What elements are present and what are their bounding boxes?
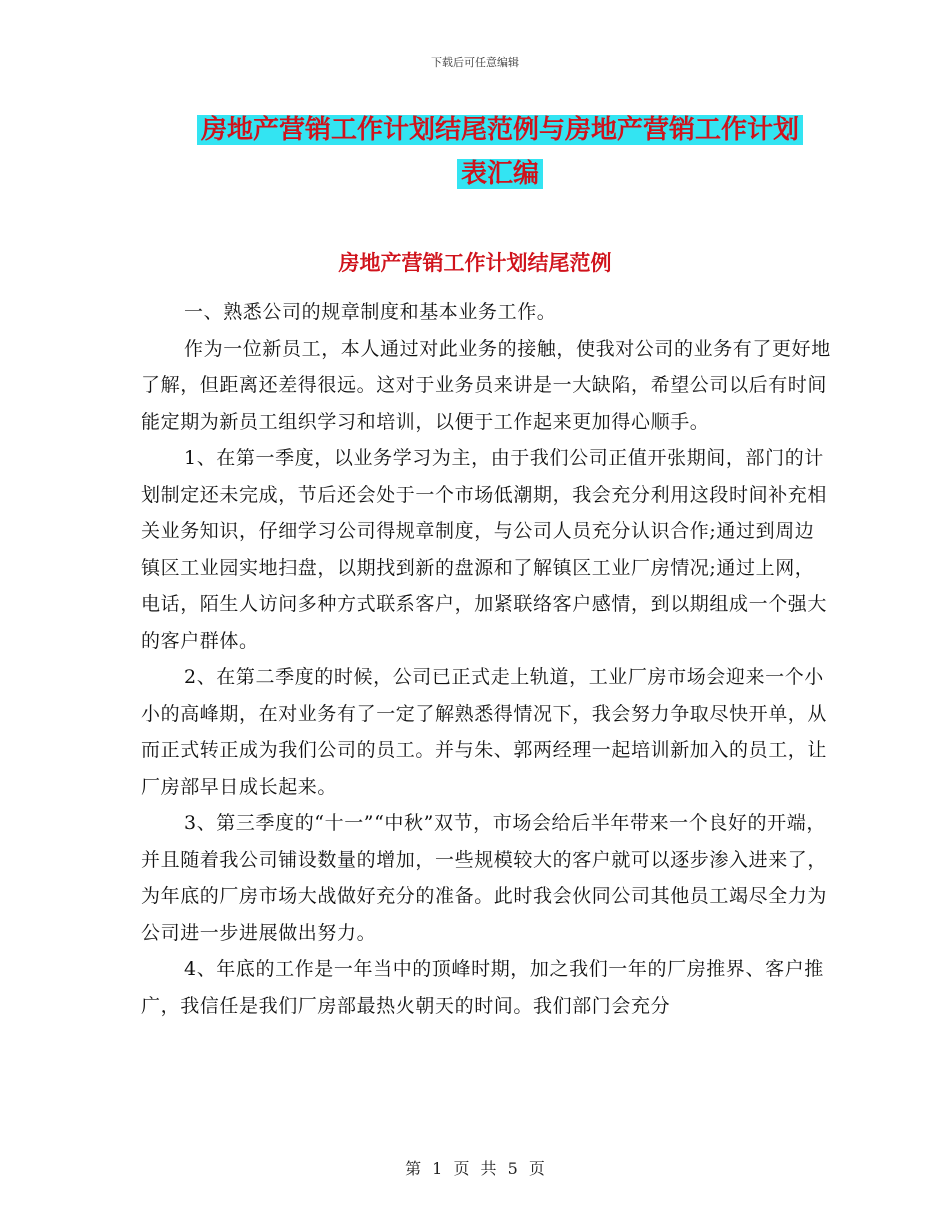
- document-title-line-1: 房地产营销工作计划结尾范例与房地产营销工作计划: [197, 115, 803, 145]
- paragraph: 2、在第二季度的时候，公司已正式走上轨道，工业厂房市场会迎来一个小小的高峰期，在对业务有了一定了解熟悉得情况下，我会努力争取尽快开单，从而正式转正成为我们公司的员工。并与朱、郭两经理一起培训新加入的员工，让厂房部早日成长起来。: [141, 666, 828, 798]
- document-title-line-2: 表汇编: [457, 159, 543, 189]
- paragraph: 一、熟悉公司的规章制度和基本业务工作。: [184, 301, 557, 323]
- page-number-footer: 第 1 页 共 5 页: [405, 1159, 545, 1178]
- paragraph: 4、年底的工作是一年当中的顶峰时期，加之我们一年的厂房推界、客户推广，我信任是我们厂房部最热火朝天的时间。我们部门会充分: [141, 958, 824, 1017]
- document-title: [160, 108, 840, 196]
- paragraph: 1、在第一季度，以业务学习为主，由于我们公司正值开张期间，部门的计划制定还未完成，节后还会处于一个市场低潮期，我会充分利用这段时间补充相关业务知识，仔细学习公司得规章制度，与公司人员充分认识合作;通过到周边镇区工业园实地扫盘，以期找到新的盘源和了解镇区工业厂房情况;通过上网，电话，陌生人访问多种方式联系客户，加紧联络客户感情，到以期组成一个强大的客户群体。: [141, 447, 828, 652]
- header-note: 下载后可任意编辑: [431, 56, 519, 69]
- document-body: [141, 294, 831, 1024]
- paragraph: 3、第三季度的“十一”“中秋”双节，市场会给后半年带来一个良好的开端，并且随着我公司铺设数量的增加，一些规模较大的客户就可以逐步渗入进来了，为年底的厂房市场大战做好充分的准备。此时我会伙同公司其他员工竭尽全力为公司进一步进展做出努力。: [141, 812, 828, 944]
- paragraph: 作为一位新员工，本人通过对此业务的接触，使我对公司的业务有了更好地了解，但距离还差得很远。这对于业务员来讲是一大缺陷，希望公司以后有时间能定期为新员工组织学习和培训，以便于工作起来更加得心顺手。: [141, 337, 831, 433]
- section-title: 房地产营销工作计划结尾范例: [338, 251, 612, 275]
